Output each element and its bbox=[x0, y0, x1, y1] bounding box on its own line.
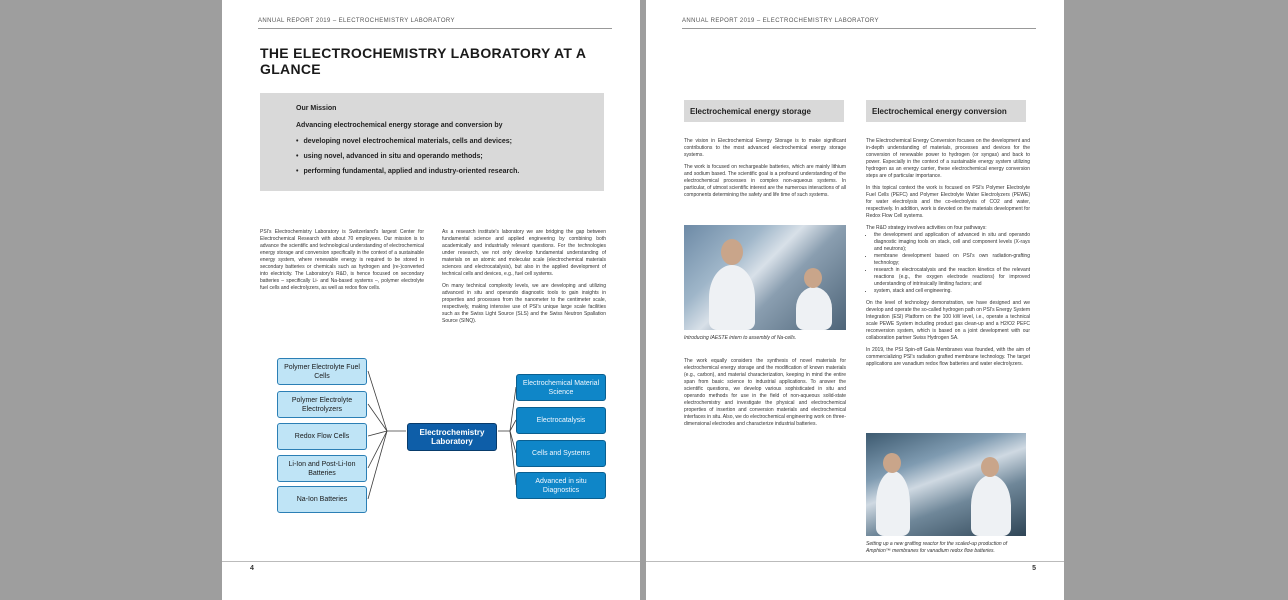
conversion-paragraph: In this topical context the work is focused on PSI's Polymer Electrolyte Fuel Cells (PEFC) and Polymer Electrolyte Water Electrolyzers (PEWE) for water electrolysis and the co-electrolysis of CO2 and water, respectively. In addition, work is devoted on the materials development for Redox Flow Cell systems. bbox=[866, 185, 1030, 219]
page-number: 5 bbox=[1032, 565, 1036, 572]
node-electrochemical-material-science: Electrochemical Material Science bbox=[516, 374, 606, 401]
rd-item: • system, stack and cell engineering. bbox=[874, 288, 1030, 295]
lab-photo-na-cells bbox=[684, 225, 846, 330]
rd-item: • membrane development based on PSI's own radiation-grafting technology; bbox=[874, 253, 1030, 267]
section-heading-storage: Electrochemical energy storage bbox=[684, 100, 844, 122]
node-li-ion-batteries: Li-Ion and Post-Li-Ion Batteries bbox=[277, 455, 367, 482]
storage-paragraph: The work equally considers the synthesis of novel materials for electrochemical energy storage and the modification of known materials (e.g., carbon), and material characterization, keeping in mind the entire span from basic science to industrial applications. To answer the scientific questions, we develop various sophisticated in situ and operando methods for use in the field of non-aqueous solid-state electrochemistry and investigate the physical and electrochemical properties of insertion and conversion materials and electrochemical interfaces in situ. Also, we do electrochemical engineering work on three-dimensional electrodes and characterize industrial batteries. bbox=[684, 358, 846, 427]
page-number: 4 bbox=[250, 565, 254, 572]
node-advanced-in-situ-diagnostics: Advanced in situ Diagnostics bbox=[516, 472, 606, 499]
node-electrochemistry-laboratory: Electrochemistry Laboratory bbox=[407, 423, 497, 451]
left-page bbox=[222, 0, 640, 600]
node-cells-and-systems: Cells and Systems bbox=[516, 440, 606, 467]
mission-title: Our Mission bbox=[296, 105, 337, 112]
mission-item: • developing novel electrochemical materials, cells and devices; bbox=[296, 138, 519, 153]
conversion-paragraph: The Electrochemical Energy Conversion focuses on the development and in-depth understanding of materials, processes and devices for the conversion of renewable power to hydrogen (or syngas) and back to power. Especially in the context of a sustainable energy system utilizing hydrogen as an energy carrier, these electrochemical energy conversion steps are of particular importance. bbox=[866, 138, 1030, 179]
mission-box bbox=[260, 93, 604, 191]
rd-intro: The R&D strategy involves activities on four pathways: bbox=[866, 225, 987, 231]
node-electrocatalysis: Electrocatalysis bbox=[516, 407, 606, 434]
section-heading-conversion: Electrochemical energy conversion bbox=[866, 100, 1026, 122]
storage-column-bottom bbox=[684, 358, 846, 433]
storage-column-top bbox=[684, 138, 846, 204]
mission-item: • using novel, advanced in situ and operando methods; bbox=[296, 153, 519, 168]
photo-caption: Introducing IAESTE intern to assembly of Na-cells. bbox=[684, 335, 797, 341]
running-header: ANNUAL REPORT 2019 – ELECTROCHEMISTRY LABORATORY bbox=[258, 18, 455, 24]
intro-paragraph: PSI's Electrochemistry Laboratory is Switzerland's largest Center for Electrochemical Research with about 70 employees. Our mission is to advance the scientific and technological understanding of electrochemical energy storage and conversion specifically in the context of a sustainable energy system, where renewable energy is required to be stored in secondary batteries or chemicals such as hydrogen and (re-)converted into electricity. The Laboratory's R&D, is hence focused on secondary batteries – specifically Li- and Na-based systems –, polymer electrolyte fuel cells and electrolyzers, as well as redox flow cells. bbox=[260, 229, 424, 291]
page-title: THE ELECTROCHEMISTRY LABORATORY AT A GLANCE bbox=[260, 45, 586, 77]
footer-rule bbox=[646, 561, 1064, 562]
header-rule bbox=[258, 28, 612, 29]
node-redox-flow-cells: Redox Flow Cells bbox=[277, 423, 367, 450]
right-page bbox=[646, 0, 1064, 600]
storage-paragraph: The work is focused on rechargeable batteries, which are mainly lithium and sodium based. The scientific goal is a profound understanding of the electrochemical processes in complex non-aqueous systems. In particular, of utmost scientific interest are the numerous interactions of all components determining the safety and life time of such systems. bbox=[684, 164, 846, 198]
conversion-paragraph: In 2019, the PSI Spin-off Gaia Membranes was founded, with the aim of commercializing PSI's radiation grafted membrane technology. The target applications are vanadium redox flow batteries and water electrolyzers. bbox=[866, 347, 1030, 367]
conversion-column bbox=[866, 138, 1030, 373]
storage-paragraph: The vision in Electrochemical Energy Storage is to make significant contributions to the most advanced electrochemical energy storage systems. bbox=[684, 138, 846, 158]
mission-intro: Advancing electrochemical energy storage and conversion by bbox=[296, 122, 503, 129]
running-header: ANNUAL REPORT 2019 – ELECTROCHEMISTRY LABORATORY bbox=[682, 18, 879, 24]
lab-photo-grafting-reactor bbox=[866, 433, 1026, 536]
footer-rule bbox=[222, 561, 640, 562]
conversion-paragraph: On the level of technology demonstration, we have designed and we develop and operate the so-called hydrogen path on PSI's Energy System Integration (ESI) Platform on the 100 kW level, i.e., operate a technical scale PEWE System including product gas clean-up and a H2/O2 PEFC reconversion system, which is based on a joint development with our collaboration partner Swiss Hydrogen SA. bbox=[866, 300, 1030, 341]
node-polymer-electrolyte-electrolyzers: Polymer Electrolyte Electrolyzers bbox=[277, 391, 367, 418]
photo-caption: Setting up a new grafting reactor for the scaled-up production of Amphion™ membranes for vanadium redox flow batteries. bbox=[866, 541, 1008, 554]
rd-item: • research in electrocatalysis and the reaction kinetics of the relevant reactions (e.g., the oxygen electrode reactions) for improved understanding of intrinsically limiting factors; and bbox=[874, 267, 1030, 288]
mission-list bbox=[296, 138, 519, 183]
intro-paragraph: As a research institute's laboratory we are bridging the gap between fundamental science and applied engineering by combining both academically and industrially relevant questions. For the technologies under research, we not only develop fundamental understanding of materials on an atomic and molecular scale (electrochemical materials sciences and electrocatalysis), but also in the applied development of technical cells and devices, e.g., fuel cell systems. bbox=[442, 229, 606, 277]
node-na-ion-batteries: Na-Ion Batteries bbox=[277, 486, 367, 513]
intro-column-1 bbox=[260, 229, 424, 297]
intro-column-2 bbox=[442, 229, 606, 330]
rd-item: • the development and application of advanced in situ and operando diagnostic imaging tools on stack, cell and component levels (X-rays and neutrons); bbox=[874, 232, 1030, 253]
lab-structure-diagram bbox=[260, 354, 604, 524]
intro-paragraph: On many technical complexity levels, we are developing and utilizing advanced in situ and operando diagnostic tools to gain insights in properties and processes from the nanometer to the centimeter scale, respectively, making intensive use of PSI's unique large scale facilities such as the Swiss Light Source (SLS) and the Swiss Neutron Spallation Source (SINQ). bbox=[442, 283, 606, 324]
node-polymer-electrolyte-fuel-cells: Polymer Electrolyte Fuel Cells bbox=[277, 358, 367, 385]
mission-item: • performing fundamental, applied and industry-oriented research. bbox=[296, 168, 519, 183]
rd-list bbox=[866, 232, 1030, 295]
header-rule bbox=[682, 28, 1036, 29]
